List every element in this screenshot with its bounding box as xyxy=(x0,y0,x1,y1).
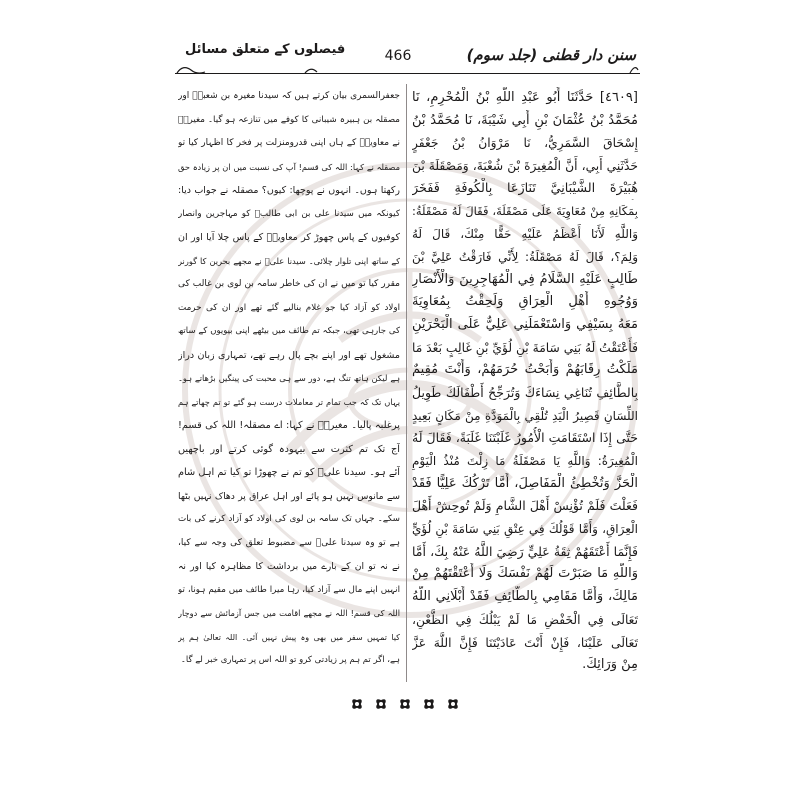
arabic-text-line: مُحَمَّدُ بْنُ عُثْمَانَ بْنِ أَبِي شَيْبَةَ، نَا مُحَمَّدُ بْنُ xyxy=(412,112,638,128)
urdu-text-line: انہیں اپنے مال سے آزاد کیا، رہا میرا طائف میں مقیم ہونا، تو xyxy=(178,584,400,595)
urdu-text-line: کی جارہی تھی، جبکہ تم طائف میں بیٹھے اپنی بیویوں کے ساتھ xyxy=(178,326,400,336)
urdu-text-line: سے مانوس نہیں ہو پائے اور اہل عراق پر دھاک نہیں بٹھا xyxy=(178,490,400,502)
urdu-text-line: نے معاویہؓ کے ہاں اپنی قدرومنزلت پر فخر کا اظہار کیا تو xyxy=(178,138,400,148)
arabic-text: حَدَّثَنَا أَبُو عَبْدِ اللَّهِ بْنُ الْمُحْرِمِ، نَا xyxy=(412,90,594,105)
arabic-text-line: وَاللَّهِ مَا صَبَرْتَ لَهُمْ نَفْسَكَ وَلَا أَعْتَقْتَهُمْ مِنْ xyxy=(412,566,638,582)
header-flourish-icon xyxy=(175,60,640,78)
arabic-text-line: الْمُغِيرَةُ: وَاللَّهِ يَا مَصْقَلَةُ مَا زِلْتَ مُنْذُ الْيَوْمِ xyxy=(412,454,638,468)
chapter-title: فیصلوں کے متعلق مسائل xyxy=(185,42,346,57)
floral-divider-icon xyxy=(345,692,465,716)
arabic-hadith-column xyxy=(412,87,638,677)
urdu-text-line: سکے۔ جہاں تک سامہ بن لوی کی اولاد کو آزاد کرنے کی بات xyxy=(178,514,400,524)
running-header xyxy=(175,40,640,78)
arabic-text-line: مَلَكْتُ رِقَابَهُمْ وَأَبَحْتُ حُرَمَهُمْ، وَأَنْتَ مُقِيمٌ xyxy=(412,362,638,378)
hadith-number: [٤٦٠٩] xyxy=(599,90,638,105)
urdu-text-line: کے ساتھ اپنی تلوار چلائی۔ سیدنا علیؓ نے مجھے بحرین کا گورنر xyxy=(178,255,400,266)
urdu-text-line: اللہ کی قسم! اللہ نے مجھے اقامت میں جس آزمائش سے دوچار xyxy=(178,608,400,618)
header-rule xyxy=(175,73,640,74)
book-title: سنن دار قطنی (جلد سوم) xyxy=(466,46,636,64)
urdu-text-line: آج تک تم کثرت سے بیہودہ گوئی کرتے اور باچھیں xyxy=(178,443,400,455)
arabic-text-line: مِنْ وَرَائِكَ. xyxy=(582,657,638,673)
urdu-translation-column xyxy=(178,85,400,673)
arabic-text-line: وَوُجُوهِ أَهْلِ الْعِرَاقِ وَلَحِقْتُ بِمُعَاوِيَةَ xyxy=(412,294,638,310)
arabic-text-line: اللِّسَانِ قَصِيرُ الْيَدِ تُلْقِي بِالْمَوَدَّةِ مِنْ مَكَانٍ بَعِيدٍ xyxy=(412,408,638,423)
urdu-text-line: مصقلہ نے کہا: اللہ کی قسم! آپ کی نسبت میں ان پر زیادہ حق xyxy=(178,161,400,172)
page-number: 466 xyxy=(384,48,412,64)
urdu-text-line: کوفیوں کے پاس چھوڑ کر معاویہؓ کے پاس چلا آیا اور ان xyxy=(178,232,400,243)
arabic-text-line: بِالطَّائِفِ تُنَاغِي نِسَاءَكَ وَتُرَجِّحُ أَطْفَالَكَ طَوِيلُ xyxy=(412,384,638,400)
urdu-text-line: یہاں تک کہ جب تمام تر معاملات درست ہو گئے تو تم چھاتے ہم xyxy=(178,396,400,407)
arabic-text-line: فَأَعْتَقْتُ لَهُ بَنِي سَامَةَ بْنِ لُؤَيِّ بْنِ غَالِبٍ بَعْدَ مَا xyxy=(412,340,638,355)
urdu-text-line: ہے، اگر تم ہم پر زیادتی کرو تو اللہ اس پر تمہاری خبر لے گا۔ xyxy=(180,655,400,665)
urdu-text-line: ہے لیکن ہاتھ تنگ ہے، دور سے ہی محبت کی پینگیں بڑھاتے ہو۔ xyxy=(178,373,400,383)
arabic-text-line xyxy=(412,87,638,110)
arabic-text-line: حَتَّى إِذَا اسْتَقَامَتِ الْأُمُورُ غَلَبْتَنَا غَلَبَةً، فَقَالَ لَهُ xyxy=(412,430,638,446)
urdu-text-line: کیونکہ میں سیدنا علی بن ابی طالبؓ کو مہاجرین وانصار xyxy=(178,208,400,219)
urdu-text-line: مقرر کیا تو میں نے ان کی خاطر سامہ بن لوی بن غالب کی xyxy=(178,279,400,289)
arabic-text-line: مَالِكَ، وَأَمَّا مَقَامِي بِالطَّائِفِ فَقَدْ أَبْلَانِي اللَّهُ xyxy=(412,589,638,605)
urdu-text-line: مشغول تھے اور اپنے بچے پال رہے تھے، تمہاری زبان دراز xyxy=(178,349,400,361)
urdu-text-line: آئے ہو۔ سیدنا علیؓ کو تم نے چھوڑا تو کیا تم اہل شام xyxy=(178,467,400,478)
urdu-text-line: جعفرالسمری بیان کرتے ہیں کہ سیدنا مغیرہ بن شعبہؓ اور xyxy=(178,91,400,101)
arabic-text-line: تَعَالَى عَلَيْنَا، فَإِنْ أَنْتَ عَادَيْتَنَا فَإِنَّ اللَّهَ عَزَّ xyxy=(412,635,638,650)
arabic-text-line: وَلِمَ؟، قَالَ لَهُ مَصْقَلَةُ: لِأَنِّي فَارَقْتُ عَلِيَّ بْنَ xyxy=(412,249,638,264)
arabic-text-line: هُبَيْرَةَ الشَّيْبَانِيَّ تَنَازَعَا بِالْكُوفَةِ فَفَخَرَ xyxy=(412,180,638,196)
urdu-text-line: مصقلہ بن ہبیرہ شیبانی کا کوفے میں تنازعہ ہو گیا۔ مغیرہؓ xyxy=(178,114,400,125)
column-divider xyxy=(406,84,407,682)
urdu-text-line: کیا تمہیں سفر میں بھی وہ پیش نہیں آئی۔ اللہ تعالیٰ ہم پر xyxy=(178,632,400,642)
arabic-text-line: إِسْحَاقَ السَّمَرِيُّ، نَا مَرْوَانُ بْنُ جَعْفَرٍ xyxy=(412,136,638,151)
urdu-text-line: اولاد کو آزاد کیا جو غلام بنالیے گئے تھے اور ان کی حرمت xyxy=(178,302,400,313)
urdu-text-line: رکھتا ہوں۔ انہوں نے پوچھا: کیوں؟ مصقلہ نے جواب دیا: xyxy=(178,185,400,196)
arabic-text-line: فَإِنَّمَا أَعْتَقَهُمْ ثِقَةُ عَلِيٍّ رَضِيَ اللَّهُ عَنْهُ بِكَ، أَمَّا xyxy=(412,543,638,559)
urdu-text-line: پرغلبہ پالیا۔ مغیرہؓ نے کہا: اے مصقلہ! اللہ کی قسم! xyxy=(178,420,400,431)
urdu-text-line: نے نہ تو ان کے بارے میں برداشت کا مظاہرہ کیا اور نہ xyxy=(178,561,400,572)
arabic-text-line: فَعَلْتَ فَلَمْ تُؤْنِسْ أَهْلَ الشَّامِ وَلَمْ تُوحِشْ أَهْلَ xyxy=(412,498,638,514)
arabic-text-line: الْعِرَاقِ، وَأَمَّا قَوْلُكَ فِي عِتْقِ بَنِي سَامَةَ بْنِ لُؤَيٍّ xyxy=(412,522,638,537)
arabic-text-line: الْحَزَّ وَتُخْطِئُ الْمَفَاصِلَ، أَمَّا تَرْكُكَ عَلِيًّا فَقَدْ xyxy=(412,475,638,491)
arabic-text-line: حَدَّثَنِي أَبِي، أَنَّ الْمُغِيرَةَ بْنَ شُعْبَةَ، وَمَصْقَلَةَ بْنَ xyxy=(412,159,638,174)
urdu-text-line: ہے تو وہ سیدنا علیؓ سے مضبوط تعلق کی وجہ سے کیا، xyxy=(178,537,400,548)
arabic-text-line: مَعَهُ بِسَيْفِي وَاسْتَعْمَلَنِي عَلِيٌّ عَلَى الْبَحْرَيْنِ xyxy=(412,316,638,332)
arabic-text-line: طَالِبٍ عَلَيْهِ السَّلَامُ فِي الْمُهَاجِرِينَ وَالْأَنْصَارِ xyxy=(412,271,638,287)
arabic-text-line: تَعَالَى فِي الْخَفْضِ مَا لَمْ يَبْلُكَ فِي الظَّعْنِ، xyxy=(412,612,638,627)
arabic-text-line: بِمَكَانِهِ مِنْ مُعَاوِيَةَ عَلَى مَصْقَلَةَ، فَقَالَ لَهُ مَصْقَلَةُ: xyxy=(412,204,638,219)
arabic-text-line: وَاللَّهِ لَأَنَا أَعْظَمُ عَلَيْهِ حَقًّا مِنْكَ، قَالَ لَهُ xyxy=(412,227,638,242)
